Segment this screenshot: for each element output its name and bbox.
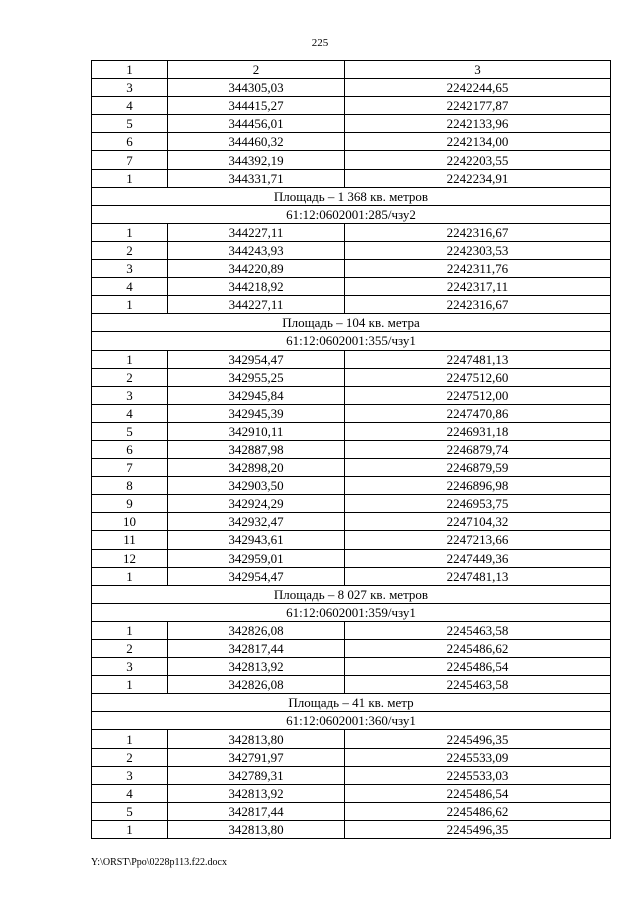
x-coordinate-cell: 344305,03 — [168, 79, 345, 97]
table-row — [92, 260, 611, 278]
table-row — [92, 640, 611, 658]
y-coordinate-cell: 2247512,00 — [345, 386, 611, 404]
table-row — [92, 784, 611, 802]
y-coordinate-cell: 2247470,86 — [345, 404, 611, 422]
table-row — [92, 115, 611, 133]
table-row — [92, 730, 611, 748]
x-coordinate-cell: 342791,97 — [168, 748, 345, 766]
table-row — [92, 802, 611, 820]
table-row — [92, 97, 611, 115]
table-header-row — [92, 61, 611, 79]
point-number-cell: 1 — [92, 820, 168, 838]
point-number-cell: 3 — [92, 79, 168, 97]
x-coordinate-cell: 344218,92 — [168, 278, 345, 296]
y-coordinate-cell: 2242317,11 — [345, 278, 611, 296]
point-number-cell: 5 — [92, 422, 168, 440]
x-coordinate-cell: 342813,92 — [168, 658, 345, 676]
table-row — [92, 422, 611, 440]
y-coordinate-cell: 2245463,58 — [345, 621, 611, 639]
y-coordinate-cell: 2245496,35 — [345, 730, 611, 748]
table-row — [92, 404, 611, 422]
y-coordinate-cell: 2242133,96 — [345, 115, 611, 133]
point-number-cell: 1 — [92, 296, 168, 314]
table-row — [92, 440, 611, 458]
y-coordinate-cell: 2245486,62 — [345, 640, 611, 658]
section-label: 61:12:0602001:285/чзу2 — [92, 205, 611, 223]
table-row — [92, 133, 611, 151]
file-path-footer: Y:\ORST\Ppo\0228p113.f22.docx — [91, 857, 227, 868]
x-coordinate-cell: 342945,84 — [168, 386, 345, 404]
x-coordinate-cell: 344456,01 — [168, 115, 345, 133]
x-coordinate-cell: 342898,20 — [168, 459, 345, 477]
point-number-cell: 10 — [92, 513, 168, 531]
x-coordinate-cell: 342954,47 — [168, 350, 345, 368]
section-label: Площадь – 8 027 кв. метров — [92, 585, 611, 603]
table-row — [92, 549, 611, 567]
coordinates-table — [91, 60, 611, 839]
section-label: 61:12:0602001:360/чзу1 — [92, 712, 611, 730]
section-label-row — [92, 712, 611, 730]
y-coordinate-cell: 2247481,13 — [345, 350, 611, 368]
y-coordinate-cell: 2246931,18 — [345, 422, 611, 440]
point-number-cell: 1 — [92, 676, 168, 694]
x-coordinate-cell: 344460,32 — [168, 133, 345, 151]
y-coordinate-cell: 2245533,09 — [345, 748, 611, 766]
y-coordinate-cell: 2242244,65 — [345, 79, 611, 97]
point-number-cell: 4 — [92, 97, 168, 115]
section-label: Площадь – 1 368 кв. метров — [92, 187, 611, 205]
y-coordinate-cell: 2247481,13 — [345, 567, 611, 585]
table-row — [92, 169, 611, 187]
y-coordinate-cell: 2242303,53 — [345, 241, 611, 259]
y-coordinate-cell: 2246896,98 — [345, 477, 611, 495]
table-row — [92, 820, 611, 838]
y-coordinate-cell: 2242316,67 — [345, 296, 611, 314]
header-x-coordinate: 2 — [168, 61, 345, 79]
point-number-cell: 3 — [92, 658, 168, 676]
header-point-number: 1 — [92, 61, 168, 79]
section-label-row — [92, 205, 611, 223]
point-number-cell: 1 — [92, 730, 168, 748]
table-row — [92, 513, 611, 531]
section-label-row — [92, 585, 611, 603]
x-coordinate-cell: 344331,71 — [168, 169, 345, 187]
table-row — [92, 531, 611, 549]
y-coordinate-cell: 2245486,62 — [345, 802, 611, 820]
x-coordinate-cell: 344415,27 — [168, 97, 345, 115]
table-row — [92, 278, 611, 296]
point-number-cell: 2 — [92, 748, 168, 766]
point-number-cell: 4 — [92, 404, 168, 422]
point-number-cell: 11 — [92, 531, 168, 549]
section-label: 61:12:0602001:355/чзу1 — [92, 332, 611, 350]
y-coordinate-cell: 2247104,32 — [345, 513, 611, 531]
section-label-row — [92, 694, 611, 712]
point-number-cell: 2 — [92, 241, 168, 259]
point-number-cell: 3 — [92, 260, 168, 278]
table-row — [92, 459, 611, 477]
y-coordinate-cell: 2242134,00 — [345, 133, 611, 151]
table-row — [92, 386, 611, 404]
section-label-row — [92, 314, 611, 332]
y-coordinate-cell: 2246879,59 — [345, 459, 611, 477]
x-coordinate-cell: 344227,11 — [168, 296, 345, 314]
x-coordinate-cell: 342817,44 — [168, 640, 345, 658]
x-coordinate-cell: 342955,25 — [168, 368, 345, 386]
table-row — [92, 766, 611, 784]
header-y-coordinate: 3 — [345, 61, 611, 79]
table-row — [92, 477, 611, 495]
x-coordinate-cell: 342817,44 — [168, 802, 345, 820]
point-number-cell: 6 — [92, 133, 168, 151]
y-coordinate-cell: 2242311,76 — [345, 260, 611, 278]
x-coordinate-cell: 342943,61 — [168, 531, 345, 549]
x-coordinate-cell: 344243,93 — [168, 241, 345, 259]
point-number-cell: 1 — [92, 567, 168, 585]
page-number: 225 — [311, 37, 329, 49]
y-coordinate-cell: 2242203,55 — [345, 151, 611, 169]
section-label-row — [92, 332, 611, 350]
x-coordinate-cell: 342887,98 — [168, 440, 345, 458]
table-row — [92, 676, 611, 694]
y-coordinate-cell: 2246879,74 — [345, 440, 611, 458]
coordinates-table-body — [92, 61, 611, 839]
table-row — [92, 151, 611, 169]
point-number-cell: 1 — [92, 621, 168, 639]
table-row — [92, 658, 611, 676]
point-number-cell: 12 — [92, 549, 168, 567]
y-coordinate-cell: 2242316,67 — [345, 223, 611, 241]
point-number-cell: 2 — [92, 640, 168, 658]
table-row — [92, 223, 611, 241]
x-coordinate-cell: 342813,80 — [168, 730, 345, 748]
section-label: 61:12:0602001:359/чзу1 — [92, 603, 611, 621]
table-row — [92, 79, 611, 97]
y-coordinate-cell: 2245533,03 — [345, 766, 611, 784]
x-coordinate-cell: 342826,08 — [168, 621, 345, 639]
section-label: Площадь – 104 кв. метра — [92, 314, 611, 332]
x-coordinate-cell: 344220,89 — [168, 260, 345, 278]
x-coordinate-cell: 342813,92 — [168, 784, 345, 802]
point-number-cell: 8 — [92, 477, 168, 495]
table-row — [92, 241, 611, 259]
y-coordinate-cell: 2246953,75 — [345, 495, 611, 513]
point-number-cell: 9 — [92, 495, 168, 513]
point-number-cell: 7 — [92, 459, 168, 477]
table-row — [92, 495, 611, 513]
x-coordinate-cell: 342826,08 — [168, 676, 345, 694]
point-number-cell: 7 — [92, 151, 168, 169]
point-number-cell: 3 — [92, 386, 168, 404]
point-number-cell: 5 — [92, 802, 168, 820]
point-number-cell: 1 — [92, 169, 168, 187]
x-coordinate-cell: 342903,50 — [168, 477, 345, 495]
x-coordinate-cell: 342945,39 — [168, 404, 345, 422]
section-label-row — [92, 187, 611, 205]
section-label-row — [92, 603, 611, 621]
table-row — [92, 350, 611, 368]
section-label: Площадь – 41 кв. метр — [92, 694, 611, 712]
point-number-cell: 6 — [92, 440, 168, 458]
point-number-cell: 5 — [92, 115, 168, 133]
x-coordinate-cell: 344227,11 — [168, 223, 345, 241]
y-coordinate-cell: 2245463,58 — [345, 676, 611, 694]
table-row — [92, 748, 611, 766]
point-number-cell: 1 — [92, 223, 168, 241]
x-coordinate-cell: 342924,29 — [168, 495, 345, 513]
point-number-cell: 3 — [92, 766, 168, 784]
point-number-cell: 2 — [92, 368, 168, 386]
table-row — [92, 368, 611, 386]
x-coordinate-cell: 342789,31 — [168, 766, 345, 784]
x-coordinate-cell: 342910,11 — [168, 422, 345, 440]
point-number-cell: 4 — [92, 784, 168, 802]
x-coordinate-cell: 342959,01 — [168, 549, 345, 567]
x-coordinate-cell: 342932,47 — [168, 513, 345, 531]
table-row — [92, 567, 611, 585]
y-coordinate-cell: 2247512,60 — [345, 368, 611, 386]
x-coordinate-cell: 342954,47 — [168, 567, 345, 585]
point-number-cell: 4 — [92, 278, 168, 296]
y-coordinate-cell: 2245486,54 — [345, 658, 611, 676]
table-row — [92, 296, 611, 314]
y-coordinate-cell: 2242234,91 — [345, 169, 611, 187]
x-coordinate-cell: 344392,19 — [168, 151, 345, 169]
y-coordinate-cell: 2245486,54 — [345, 784, 611, 802]
point-number-cell: 1 — [92, 350, 168, 368]
y-coordinate-cell: 2245496,35 — [345, 820, 611, 838]
y-coordinate-cell: 2242177,87 — [345, 97, 611, 115]
y-coordinate-cell: 2247213,66 — [345, 531, 611, 549]
x-coordinate-cell: 342813,80 — [168, 820, 345, 838]
y-coordinate-cell: 2247449,36 — [345, 549, 611, 567]
table-row — [92, 621, 611, 639]
